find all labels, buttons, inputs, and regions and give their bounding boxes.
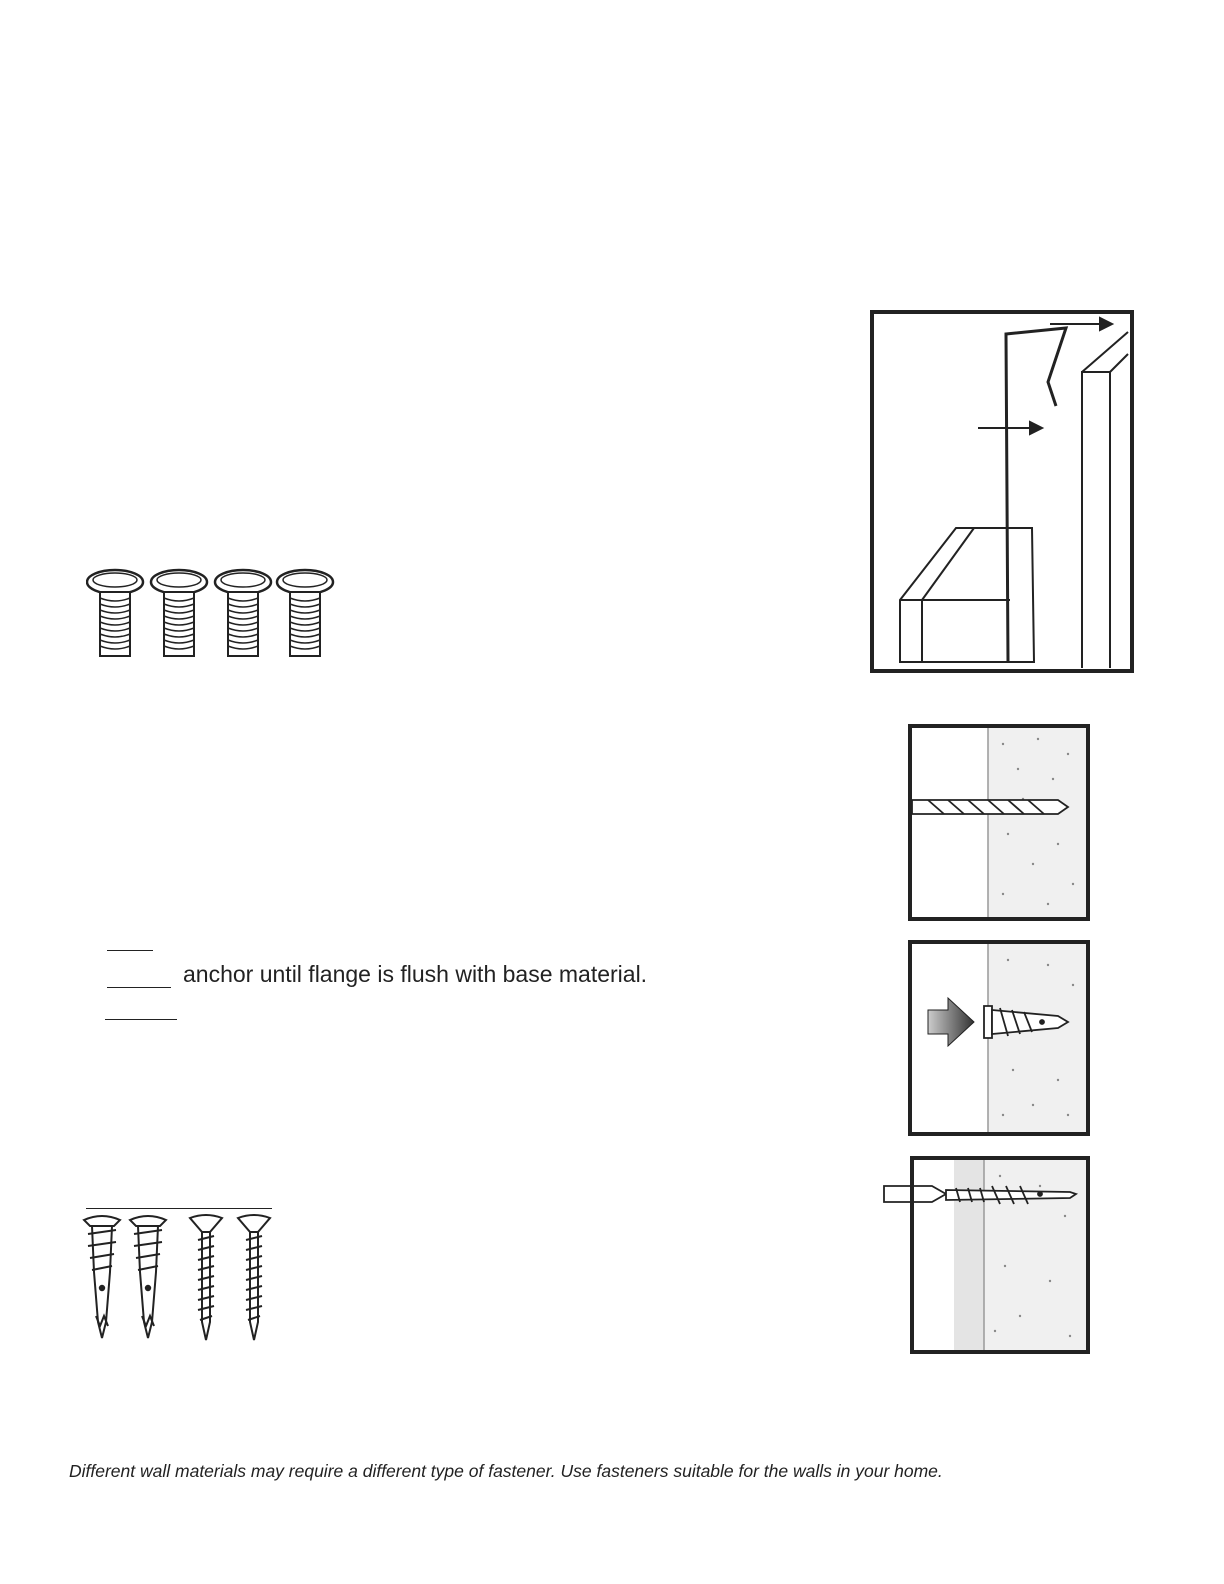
fastener-note: Different wall materials may require a different type of fastener. Use fasteners suitable for the walls in your home. — [69, 1461, 943, 1481]
section-divider — [86, 1208, 272, 1209]
push-arrow-icon — [928, 998, 974, 1046]
blank-line-3 — [105, 1019, 177, 1020]
anchors-and-screws-group — [80, 1212, 280, 1344]
self-drilling-anchor-icon — [84, 1216, 120, 1338]
screw-installation-illustration — [880, 1156, 1092, 1354]
blank-line-1 — [107, 950, 153, 951]
drill-bit-icon — [912, 800, 1068, 814]
blank-line-2 — [107, 987, 171, 988]
wood-screw-icon — [190, 1215, 222, 1340]
anchor-insertion-illustration — [908, 940, 1090, 1136]
hook-installation-illustration — [870, 310, 1134, 673]
screwdriver-icon — [884, 1186, 946, 1202]
anchor-instruction-text: anchor until flange is flush with base material. — [183, 961, 648, 987]
drill-hole-illustration — [908, 724, 1090, 921]
machine-screws-group — [86, 568, 336, 660]
machine-screw-icon — [87, 570, 143, 656]
